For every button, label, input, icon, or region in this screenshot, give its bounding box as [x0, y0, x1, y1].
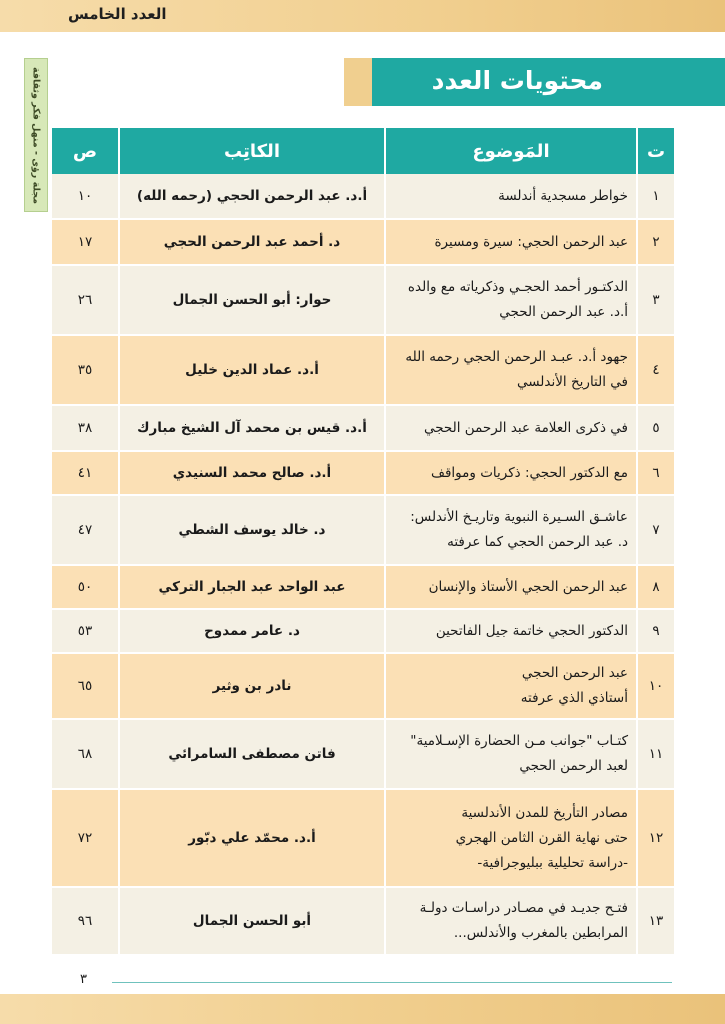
row-number: ٤	[636, 336, 674, 406]
row-topic	[384, 654, 636, 720]
table-body	[52, 174, 674, 956]
row-number: ١٠	[636, 654, 674, 720]
row-author: أبو الحسن الجمال	[118, 888, 384, 956]
topic-line: جهود أ.د. عبـد الرحمن الحجي رحمه الله	[405, 349, 628, 365]
topic-line: مصادر التأريخ للمدن الأندلسية	[461, 804, 628, 821]
topic-line: عاشـق السـيرة النبوية وتاريـخ الأندلس:	[410, 509, 628, 525]
row-number: ١١	[636, 720, 674, 790]
contents-table	[52, 128, 674, 956]
page-title: محتويات العدد	[431, 66, 603, 95]
table-row	[52, 452, 674, 496]
row-topic	[384, 496, 636, 566]
topic-line: مع الدكتور الحجي: ذكريات ومواقف	[431, 464, 628, 481]
row-author: حوار: أبو الحسن الجمال	[118, 266, 384, 336]
row-page: ٧٢	[52, 790, 118, 888]
table-row	[52, 266, 674, 336]
topic-line: د. عبد الرحمن الحجي كما عرفته	[447, 534, 628, 550]
side-tab	[24, 58, 48, 212]
page-number: ٣	[80, 972, 87, 987]
row-topic	[384, 566, 636, 610]
row-author: أ.د. عماد الدين خليل	[118, 336, 384, 406]
table-row	[52, 610, 674, 654]
topic-line: عبد الرحمن الحجي الأستاذ والإنسان	[428, 578, 628, 595]
row-page: ٦٥	[52, 654, 118, 720]
row-page: ٤١	[52, 452, 118, 496]
row-author: فاتن مصطفى السامرائي	[118, 720, 384, 790]
row-number: ٥	[636, 406, 674, 452]
row-page: ٦٨	[52, 720, 118, 790]
row-topic	[384, 174, 636, 220]
topic-line: الدكتور الحجي خاتمة جيل الفاتحين	[435, 622, 628, 639]
row-number: ٣	[636, 266, 674, 336]
row-topic	[384, 452, 636, 496]
table-row	[52, 336, 674, 406]
row-topic	[384, 888, 636, 956]
issue-label: العدد الخامس	[68, 5, 167, 23]
row-author: أ.د. عبد الرحمن الحجي (رحمه الله)	[118, 174, 384, 220]
row-author: أ.د. قيس بن محمد آل الشيخ مبارك	[118, 406, 384, 452]
row-number: ٦	[636, 452, 674, 496]
bottom-band	[0, 994, 725, 1024]
topic-line: عبد الرحمن الحجي	[521, 665, 628, 681]
row-topic	[384, 406, 636, 452]
topic-line: أستاذي الذي عرفته	[520, 690, 628, 706]
top-band	[0, 0, 725, 32]
header-page: ص	[52, 128, 118, 174]
row-number: ٨	[636, 566, 674, 610]
row-topic	[384, 720, 636, 790]
table-header-row	[52, 128, 674, 174]
row-author: د. عامر ممدوح	[118, 610, 384, 654]
row-author: أ.د. محمّد علي دبّور	[118, 790, 384, 888]
row-topic	[384, 610, 636, 654]
row-page: ٥٠	[52, 566, 118, 610]
table-row	[52, 566, 674, 610]
row-number: ١٣	[636, 888, 674, 956]
footer-rule	[112, 982, 672, 983]
side-tab-text: مجلة رؤى - منهل فكر وثقافة	[30, 66, 42, 204]
topic-line: كتـاب "جوانب مـن الحضارة الإسـلامية"	[410, 733, 628, 749]
row-author: د. أحمد عبد الرحمن الحجي	[118, 220, 384, 266]
topic-line: لعبد الرحمن الحجي	[519, 758, 628, 774]
table-row	[52, 406, 674, 452]
row-page: ١٠	[52, 174, 118, 220]
row-author: عبد الواحد عبد الجبار التركي	[118, 566, 384, 610]
table-row	[52, 790, 674, 888]
row-author: أ.د. صالح محمد السنيدي	[118, 452, 384, 496]
row-page: ٣٨	[52, 406, 118, 452]
topic-line: في ذكرى العلامة عبد الرحمن الحجي	[423, 419, 628, 436]
topic-line: المرابطين بالمغرب والأندلس...	[453, 925, 628, 941]
row-author: نادر بن وثير	[118, 654, 384, 720]
row-page: ٤٧	[52, 496, 118, 566]
row-topic	[384, 790, 636, 888]
row-number: ١٢	[636, 790, 674, 888]
topic-line: في التاريخ الأندلسي	[516, 374, 628, 390]
topic-line: حتى نهاية القرن الثامن الهجري	[455, 829, 628, 846]
topic-line: -دراسة تحليلية ببليوجرافية-	[477, 854, 628, 871]
row-page: ١٧	[52, 220, 118, 266]
row-number: ١	[636, 174, 674, 220]
table-row	[52, 888, 674, 956]
topic-line: فتـح جديـد في مصـادر دراسـات دولـة	[419, 900, 628, 916]
row-number: ٩	[636, 610, 674, 654]
header-topic: المَوضوع	[384, 128, 636, 174]
topic-line: أ.د. عبد الرحمن الحجي	[499, 304, 628, 320]
row-page: ٣٥	[52, 336, 118, 406]
table-row	[52, 720, 674, 790]
row-page: ٩٦	[52, 888, 118, 956]
topic-line: عبد الرحمن الحجي: سيرة ومسيرة	[434, 233, 628, 250]
row-number: ٢	[636, 220, 674, 266]
topic-line: الدكتـور أحمد الحجـي وذكرياته مع والده	[407, 279, 628, 295]
row-topic	[384, 336, 636, 406]
header-author: الكاتِب	[118, 128, 384, 174]
table-row	[52, 174, 674, 220]
row-topic	[384, 220, 636, 266]
title-banner	[372, 58, 725, 106]
row-page: ٥٣	[52, 610, 118, 654]
row-author: د. خالد يوسف الشطي	[118, 496, 384, 566]
table-row	[52, 220, 674, 266]
header-num: ت	[636, 128, 674, 174]
table-row	[52, 496, 674, 566]
row-topic	[384, 266, 636, 336]
topic-line: خواطر مسجدية أندلسة	[498, 187, 628, 204]
row-page: ٢٦	[52, 266, 118, 336]
row-number: ٧	[636, 496, 674, 566]
table-row	[52, 654, 674, 720]
